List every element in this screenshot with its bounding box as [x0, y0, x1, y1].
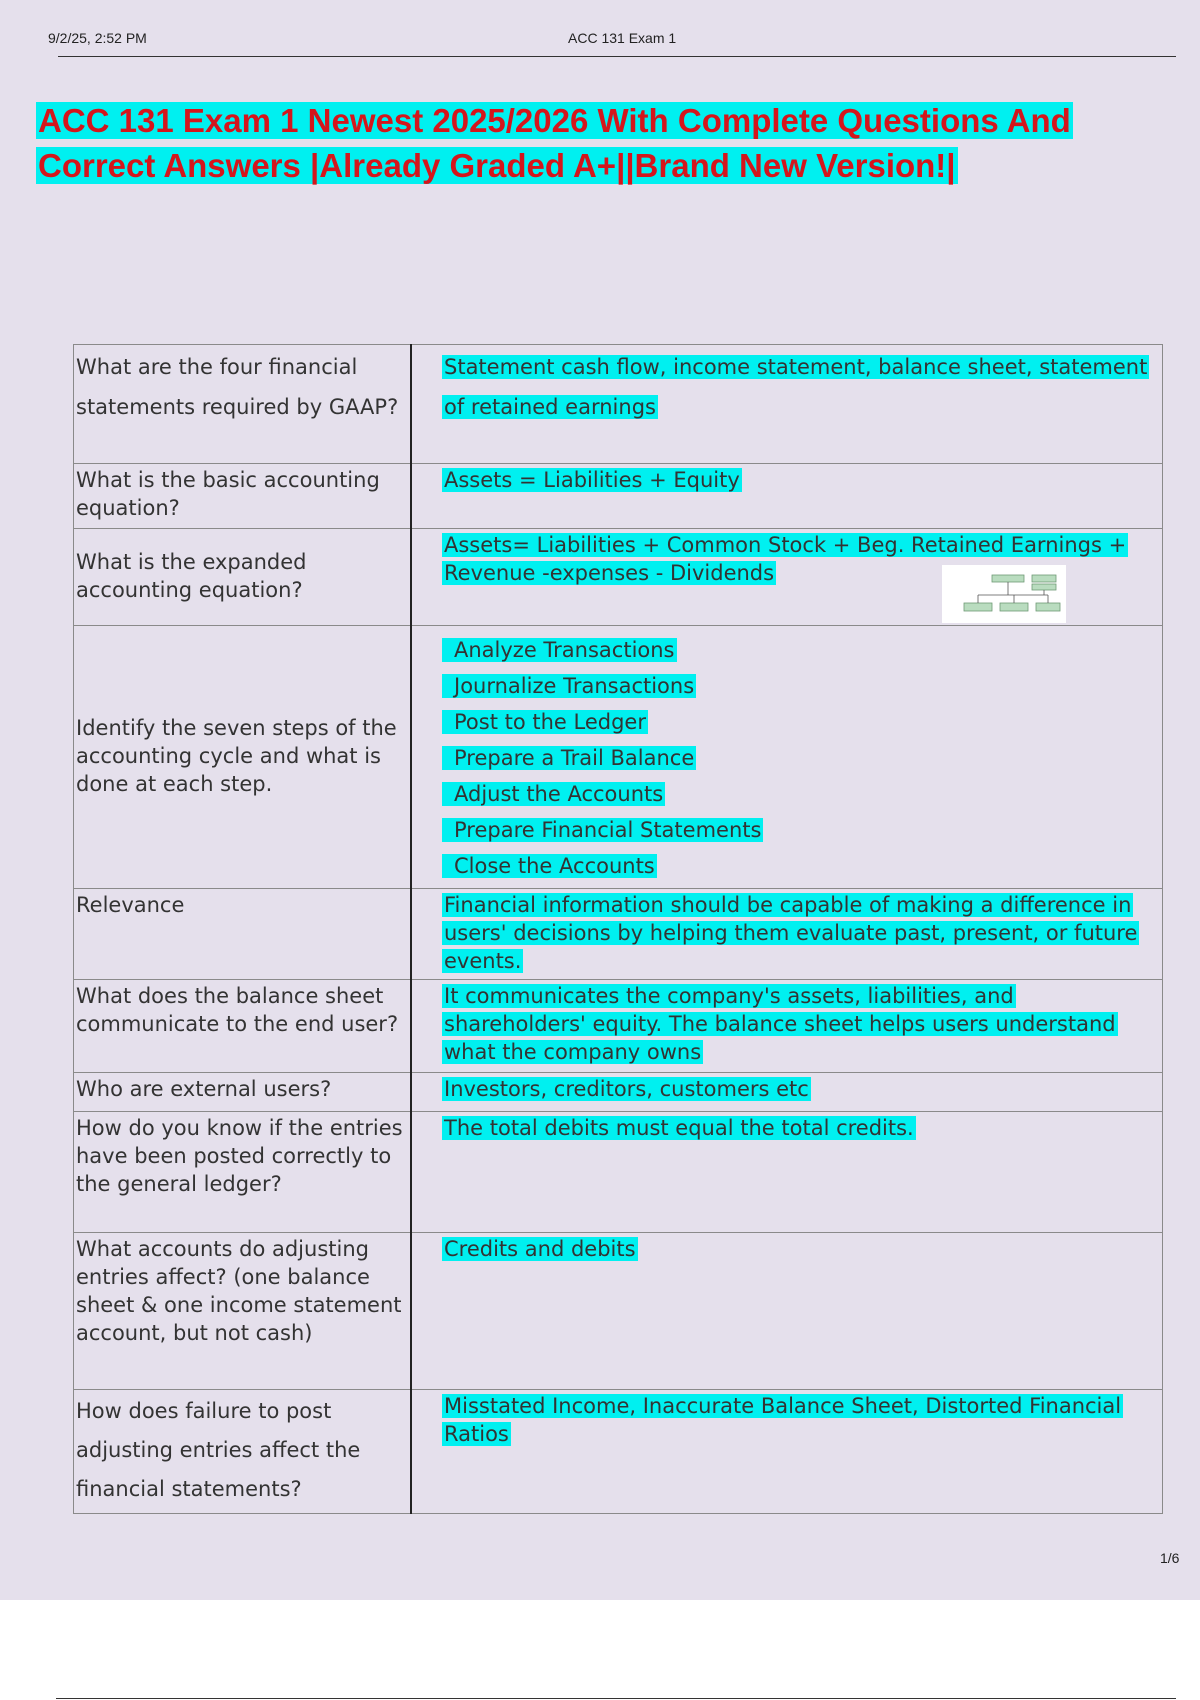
question-cell: What are the four financial statements required by GAAP?	[74, 345, 412, 464]
answer-cell	[411, 626, 1163, 889]
answer-text: Financial information should be capable of making a difference in users' decisions by helping them evaluate past, present, or future events.	[444, 893, 1138, 973]
answer-cell	[411, 464, 1163, 529]
equation-diagram-image	[942, 565, 1066, 623]
answer-cell	[411, 1112, 1163, 1233]
page-number: 1/6	[1160, 1550, 1180, 1566]
step-text: Prepare Financial Statements	[442, 818, 763, 842]
qa-table	[73, 344, 1163, 1514]
step-text: Post to the Ledger	[442, 710, 648, 734]
answer-text: Investors, creditors, customers etc	[444, 1077, 809, 1101]
table-row	[74, 1073, 1163, 1112]
table-row	[74, 1233, 1163, 1390]
question-cell: How does failure to post adjusting entries affect the financial statements?	[74, 1390, 412, 1514]
document-title-text: ACC 131 Exam 1 Newest 2025/2026 With Complete Questions And Correct Answers |Already Graded A+||Brand New Version!|	[38, 102, 1071, 184]
table-row	[74, 889, 1163, 980]
table-row	[74, 464, 1163, 529]
answer-cell	[411, 1390, 1163, 1514]
header-divider	[58, 56, 1176, 57]
question-cell: Who are external users?	[74, 1073, 412, 1112]
step-text: Adjust the Accounts	[442, 782, 665, 806]
list-item	[442, 704, 1152, 740]
table-row	[74, 529, 1163, 626]
step-text: Close the Accounts	[442, 854, 657, 878]
list-item	[442, 848, 1152, 884]
answer-text: The total debits must equal the total credits.	[444, 1116, 914, 1140]
question-cell: Relevance	[74, 889, 412, 980]
question-cell: What accounts do adjusting entries affect? (one balance sheet & one income statement account, but not cash)	[74, 1233, 412, 1390]
question-cell: How do you know if the entries have been posted correctly to the general ledger?	[74, 1112, 412, 1233]
print-title: ACC 131 Exam 1	[568, 30, 677, 46]
document-title	[36, 98, 1176, 188]
question-cell: What does the balance sheet communicate to the end user?	[74, 980, 412, 1073]
question-cell: Identify the seven steps of the accounting cycle and what is done at each step.	[74, 626, 412, 889]
list-item	[442, 668, 1152, 704]
print-date: 9/2/25, 2:52 PM	[48, 30, 147, 46]
answer-cell	[411, 345, 1163, 464]
answer-cell	[411, 889, 1163, 980]
list-item	[442, 740, 1152, 776]
step-text: Journalize Transactions	[442, 674, 696, 698]
answer-text: Credits and debits	[444, 1237, 636, 1261]
next-page-header-divider	[56, 1698, 1176, 1699]
step-text: Prepare a Trail Balance	[442, 746, 696, 770]
accounting-cycle-steps	[442, 632, 1152, 884]
list-item	[442, 776, 1152, 812]
list-item	[442, 632, 1152, 668]
table-row	[74, 980, 1163, 1073]
question-cell: What is the expanded accounting equation?	[74, 529, 412, 626]
answer-text: Statement cash flow, income statement, balance sheet, statement of retained earnings	[444, 355, 1148, 419]
list-item	[442, 812, 1152, 848]
answer-cell	[411, 1073, 1163, 1112]
table-row	[74, 345, 1163, 464]
answer-text: It communicates the company's assets, liabilities, and shareholders' equity. The balance sheet helps users understand what the company owns	[444, 984, 1116, 1064]
question-cell: What is the basic accounting equation?	[74, 464, 412, 529]
table-row	[74, 1390, 1163, 1514]
answer-text: Assets = Liabilities + Equity	[444, 468, 740, 492]
answer-cell	[411, 529, 1163, 626]
table-row	[74, 626, 1163, 889]
table-row	[74, 1112, 1163, 1233]
print-header	[48, 30, 1176, 58]
answer-text: Assets= Liabilities + Common Stock + Beg. Retained Earnings + Revenue -expenses - Dividends	[444, 533, 1127, 585]
step-text: Analyze Transactions	[442, 638, 677, 662]
answer-text: Misstated Income, Inaccurate Balance Sheet, Distorted Financial Ratios	[444, 1394, 1122, 1446]
answer-cell	[411, 1233, 1163, 1390]
answer-cell	[411, 980, 1163, 1073]
